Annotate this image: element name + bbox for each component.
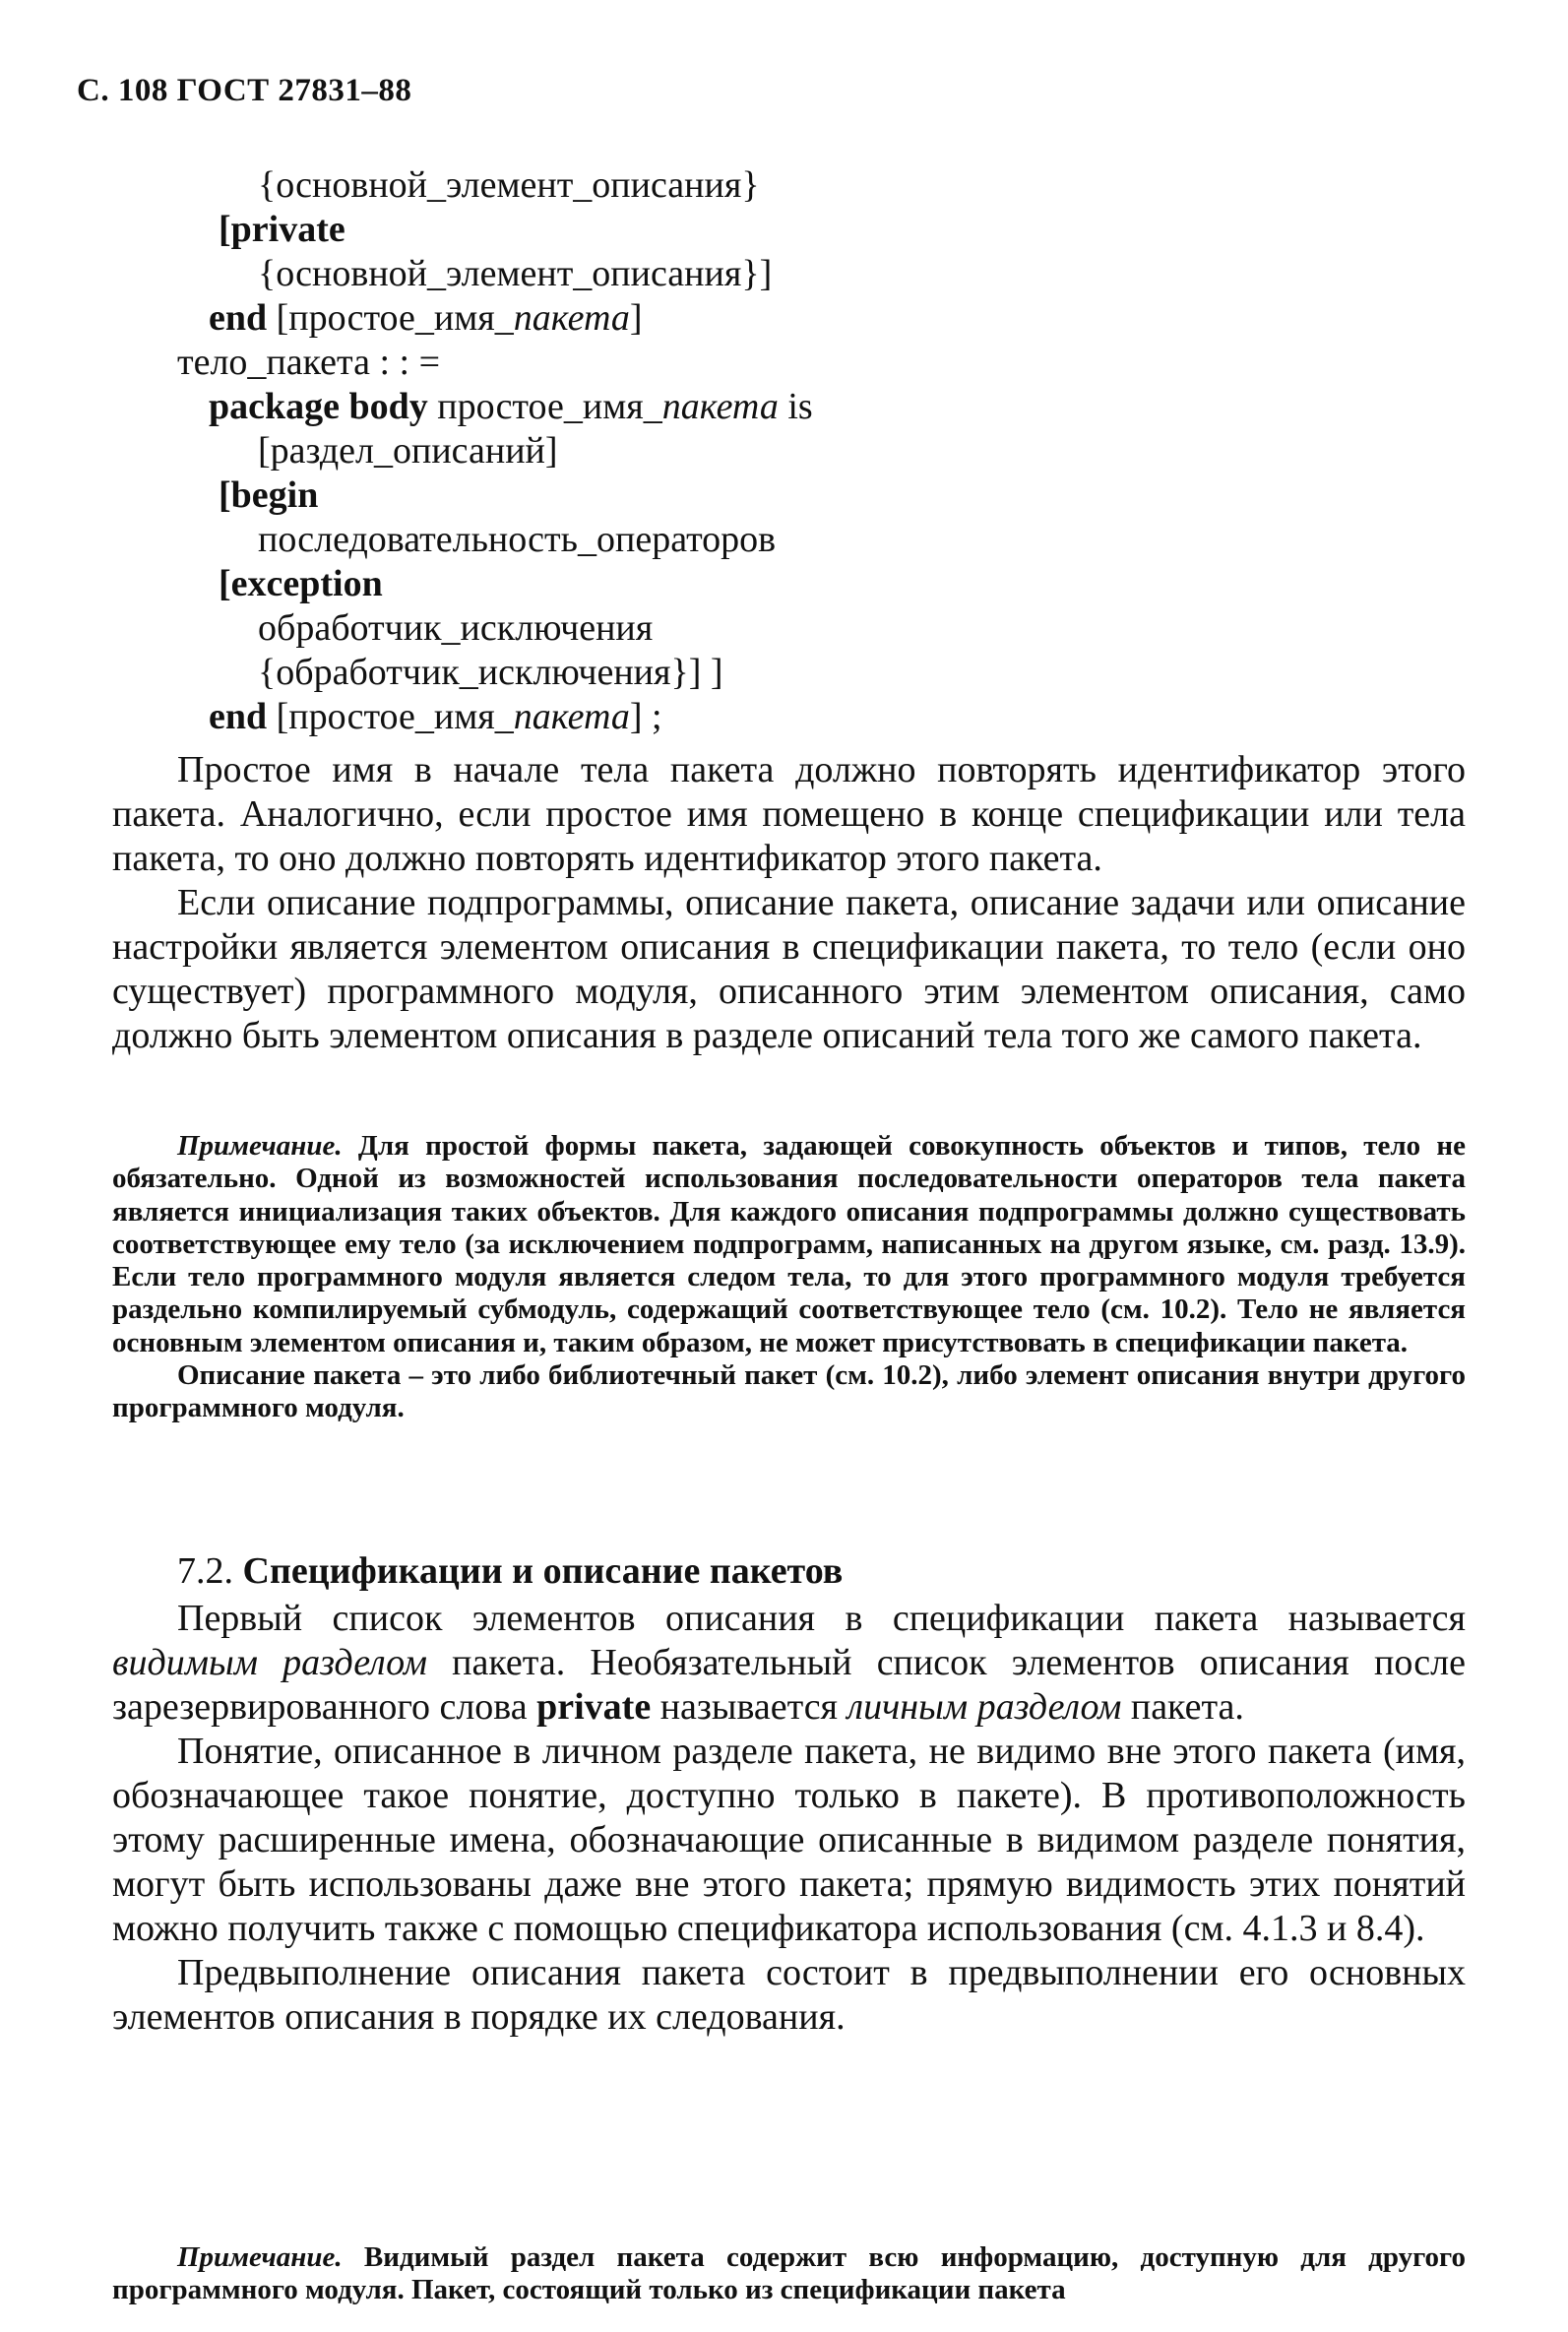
paragraph	[112, 1597, 1466, 1730]
paragraph-text: пакета.	[1121, 1686, 1244, 1728]
syntax-italic: пакета	[513, 696, 630, 737]
syntax-italic: пакета	[661, 386, 779, 427]
syntax-text: [простое_имя_	[267, 696, 514, 737]
syntax-text: {основной_элемент_описания}]	[258, 253, 773, 294]
body-text-2	[112, 1597, 1466, 2040]
syntax-block	[0, 163, 1568, 739]
syntax-text: ] ;	[629, 696, 662, 737]
syntax-text: обработчик_исключения	[258, 607, 654, 649]
paragraph-text: называется	[651, 1686, 847, 1728]
syntax-line	[209, 385, 1568, 429]
paragraph: Понятие, описанное в личном разделе пакета, не видимо вне этого пакета (имя, обозначающее такое понятие, доступно только в пакете). В противоположность этому расширенные имена, обозначающие описанные в видимом разделе понятия, могут быть использованы даже вне этого пакета; прямую видимость этих понятий можно получить также с помощью спецификатора использования (см. 4.1.3 и 8.4).	[112, 1731, 1466, 1949]
syntax-text: ]	[629, 297, 643, 339]
syntax-line	[258, 518, 1568, 562]
note-label: Примечание.	[177, 2241, 343, 2273]
paragraph-text: пакета. Необязательный список элементов описания после зарезервированного слова	[112, 1642, 1466, 1728]
syntax-line	[258, 651, 1568, 695]
paragraph: Если описание подпрограммы, описание пакета, описание задачи или описание настройки является элементом описания в спецификации пакета, то тело (если оно существует) программного модуля, описанного этим элементом описания, само должно быть элементом описания в разделе описаний тела того же самого пакета.	[112, 882, 1466, 1056]
section-title: Спецификации и описание пакетов	[233, 1550, 844, 1592]
page-header: С. 108 ГОСТ 27831–88	[77, 73, 412, 108]
syntax-line	[258, 606, 1568, 651]
section-number: 7.2.	[177, 1550, 233, 1592]
syntax-line	[219, 473, 1568, 518]
syntax-line	[219, 562, 1568, 606]
syntax-keyword: [exception	[219, 563, 383, 604]
keyword-private: private	[536, 1686, 652, 1728]
syntax-text: тело_пакета : : =	[177, 342, 441, 383]
syntax-line	[258, 429, 1568, 473]
section-heading	[177, 1549, 843, 1594]
note-label: Примечание.	[177, 1130, 343, 1162]
syntax-keyword: [begin	[219, 474, 319, 516]
syntax-keyword: package body	[209, 386, 428, 427]
paragraph: Предвыполнение описания пакета состоит в предвыполнении его основных элементов описания в порядке их следования.	[112, 1952, 1466, 2038]
syntax-text: {основной_элемент_описания}	[258, 164, 760, 206]
syntax-line	[258, 163, 1568, 208]
syntax-keyword: [private	[219, 209, 345, 250]
note-paragraph	[112, 2241, 1466, 2307]
syntax-keyword: end	[209, 297, 268, 339]
syntax-text: простое_имя_	[427, 386, 662, 427]
paragraph-text: Первый список элементов описания в спецификации пакета называется	[177, 1598, 1466, 1639]
syntax-text: последовательность_операторов	[258, 519, 777, 560]
syntax-keyword: end	[209, 696, 268, 737]
syntax-line	[258, 252, 1568, 296]
syntax-line	[177, 341, 1568, 385]
syntax-line	[209, 695, 1568, 739]
note-1	[112, 1130, 1466, 1425]
note-text: Видимый раздел пакета содержит всю информацию, доступную для другого программного модуля. Пакет, состоящий только из спецификации пакета	[112, 2241, 1466, 2306]
note-text: Для простой формы пакета, задающей совокупность объектов и типов, тело не обязательно. Одной из возможностей использования последовательности операторов тела пакета является инициализация таких объектов. Для каждого описания подпрограммы должно существовать соответствующее ему тело (за исключением подпрограмм, написанных на другом языке, см. разд. 13.9). Если тело программного модуля является следом тела, то для этого программного модуля требуется раздельно компилируемый субмодуль, содержащий соответствующее тело (см. 10.2). Тело не является основным элементом описания и, таким образом, не может присутствовать в спецификации пакета.	[112, 1130, 1466, 1358]
paragraph: Простое имя в начале тела пакета должно повторять идентификатор этого пакета. Аналогично, если простое имя помещено в конце спецификации или тела пакета, то оно должно повторять идентификатор этого пакета.	[112, 749, 1466, 879]
syntax-text: [раздел_описаний]	[258, 430, 558, 472]
syntax-text: is	[778, 386, 813, 427]
term-visible-part: видимым разделом	[112, 1642, 427, 1683]
syntax-text: [простое_имя_	[267, 297, 514, 339]
syntax-line	[209, 296, 1568, 341]
syntax-text: {обработчик_исключения}] ]	[258, 652, 723, 693]
note-paragraph: Описание пакета – это либо библиотечный пакет (см. 10.2), либо элемент описания внутри другого программного модуля.	[112, 1359, 1466, 1424]
note-2	[112, 2241, 1466, 2307]
syntax-italic: пакета	[513, 297, 630, 339]
syntax-line	[219, 208, 1568, 252]
note-paragraph	[112, 1130, 1466, 1359]
body-text-1	[112, 748, 1466, 1058]
term-private-part: личным разделом	[847, 1686, 1122, 1728]
